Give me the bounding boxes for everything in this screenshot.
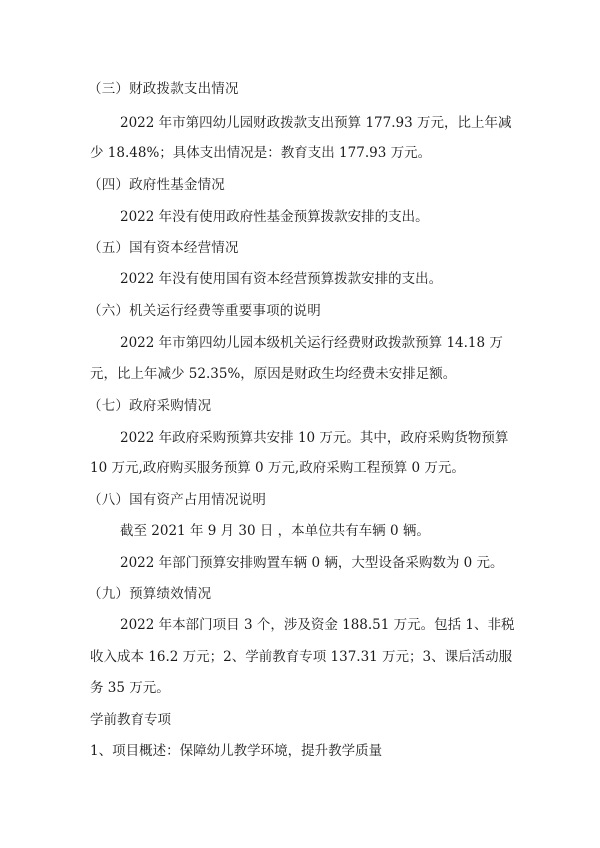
- paragraph-line: 收入成本 16.2 万元；2、学前教育专项 137.31 万元；3、课后活动服: [90, 649, 513, 665]
- section-heading-6: （六）机关运行经费等重要事项的说明: [88, 303, 321, 319]
- paragraph-line: 2022 年本部门项目 3 个，涉及资金 188.51 万元。包括 1、非税: [120, 617, 515, 633]
- section-heading-4: （四）政府性基金情况: [88, 177, 225, 193]
- paragraph-line: 2022 年没有使用政府性基金预算拨款安排的支出。: [120, 209, 429, 225]
- paragraph-line: 务 35 万元。: [90, 680, 170, 696]
- paragraph-line: 少 18.48%；具体支出情况是：教育支出 177.93 万元。: [90, 145, 432, 161]
- section-heading-7: （七）政府采购情况: [88, 398, 212, 414]
- paragraph-line: 元，比上年减少 52.35%，原因是财政生均经费未安排足额。: [90, 366, 457, 382]
- section-heading-3: （三）财政拨款支出情况: [88, 81, 239, 97]
- paragraph-line: 2022 年部门预算安排购置车辆 0 辆，大型设备采购数为 0 元。: [120, 555, 504, 571]
- project-title: 学前教育专项: [90, 712, 171, 728]
- paragraph-line: 2022 年市第四幼儿园本级机关运行经费财政拨款预算 14.18 万: [120, 335, 503, 351]
- section-heading-5: （五）国有资本经营情况: [88, 240, 239, 256]
- project-item: 1、项目概述：保障幼儿教学环境，提升教学质量: [90, 743, 383, 759]
- section-heading-8: （八）国有资产占用情况说明: [88, 492, 267, 508]
- paragraph-line: 2022 年政府采购预算共安排 10 万元。其中，政府采购货物预算: [120, 430, 509, 446]
- section-heading-9: （九）预算绩效情况: [88, 586, 212, 602]
- paragraph-line: 2022 年市第四幼儿园财政拨款支出预算 177.93 万元，比上年减: [120, 115, 512, 131]
- paragraph-line: 2022 年没有使用国有资本经营预算拨款安排的支出。: [120, 271, 443, 287]
- paragraph-line: 截至 2021 年 9 月 30 日 ，本单位共有车辆 0 辆。: [120, 523, 430, 539]
- paragraph-line: 10 万元,政府购买服务预算 0 万元,政府采购工程预算 0 万元。: [90, 460, 465, 476]
